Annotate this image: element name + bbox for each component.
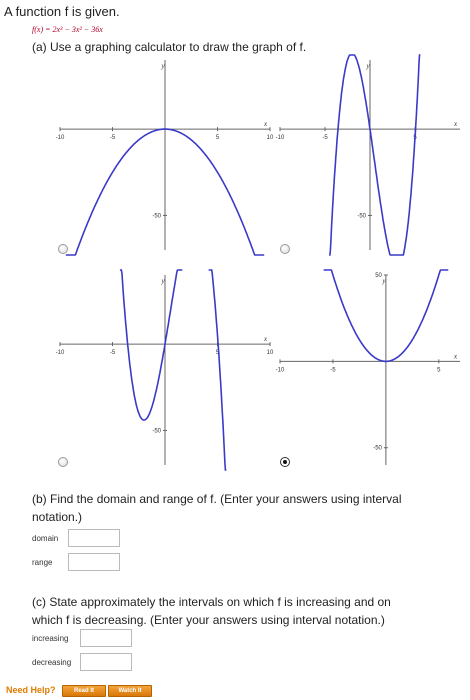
function-curve [329, 55, 420, 255]
question-title: A function f is given. [4, 4, 120, 19]
x-tick-label: -10 [55, 350, 65, 357]
part-b-text-1: (b) Find the domain and range of f. (Enter your answers using interval [32, 492, 402, 506]
x-tick-label: -10 [275, 135, 285, 142]
x-axis-label: x [454, 352, 458, 361]
increasing-label: increasing [32, 634, 69, 643]
part-c-text-1: (c) State approximately the intervals on which f is increasing and on [32, 595, 391, 609]
y-tick-label: 50 [375, 273, 382, 279]
graph-option-3 [55, 275, 274, 465]
x-tick-label: -5 [109, 135, 116, 142]
domain-label: domain [32, 534, 59, 543]
y-axis-label: y [161, 62, 165, 70]
part-c-text-2: which f is decreasing. (Enter your answers using interval notation.) [32, 613, 385, 627]
decreasing-input[interactable] [80, 653, 132, 671]
x-axis-label: x [264, 335, 268, 344]
y-axis-label: y [366, 62, 370, 70]
x-tick-label: 5 [437, 367, 441, 374]
decreasing-label: decreasing [32, 658, 72, 667]
watch-it-button[interactable]: Watch It [108, 685, 152, 697]
function-expression: f(x) = 2x³ − 3x² − 36x [32, 25, 103, 34]
x-axis-label: x [264, 120, 268, 129]
graph-option-2 [275, 60, 460, 250]
graph-option-2-radio[interactable] [280, 244, 290, 254]
graph-option-1-radio[interactable] [58, 244, 68, 254]
read-it-button[interactable]: Read It [62, 685, 106, 697]
x-tick-label: 10 [266, 350, 274, 357]
y-axis-label: y [161, 277, 165, 285]
domain-input[interactable] [68, 529, 120, 547]
y-axis-label: y [382, 277, 386, 285]
range-label: range [32, 558, 53, 567]
part-b-text-2: notation.) [32, 510, 83, 524]
x-tick-label: 5 [215, 350, 220, 357]
function-curve [120, 270, 226, 470]
y-tick-label: -50 [152, 213, 161, 220]
x-tick-label: -5 [322, 135, 328, 142]
x-tick-label: -5 [109, 350, 116, 357]
x-tick-label: 10 [266, 135, 274, 142]
part-a-text: (a) Use a graphing calculator to draw the graph of f. [32, 40, 307, 54]
increasing-input[interactable] [80, 629, 132, 647]
x-tick-label: -5 [330, 367, 336, 374]
y-tick-label: -50 [357, 213, 366, 220]
x-tick-label: 5 [413, 135, 417, 142]
graph-option-3-radio[interactable] [58, 457, 68, 467]
graph-option-1 [55, 60, 274, 250]
x-tick-label: -10 [275, 367, 285, 374]
y-tick-label: -50 [152, 428, 161, 435]
graph-option-4-radio[interactable] [280, 457, 290, 467]
need-help-label: Need Help? [6, 685, 56, 695]
graph-option-4 [275, 273, 460, 465]
range-input[interactable] [68, 553, 120, 571]
x-tick-label: 5 [215, 135, 220, 142]
x-axis-label: x [454, 120, 458, 129]
x-tick-label: -10 [55, 135, 65, 142]
y-tick-label: -50 [373, 445, 382, 452]
